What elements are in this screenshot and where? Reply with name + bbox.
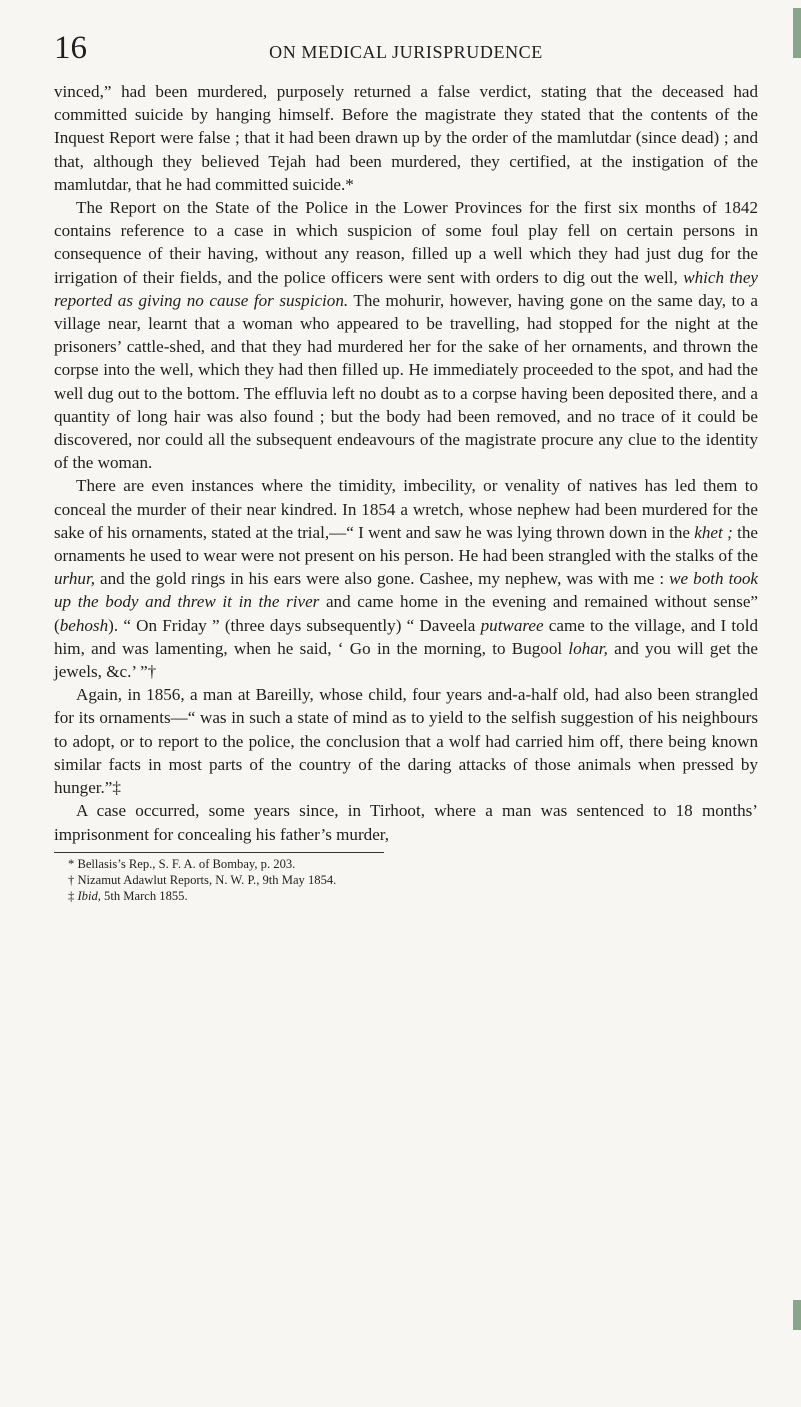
text-run: came to the village, and I told him, and was lamenting, when he said, ‘ Go in the morning, to Bugool [54,615,759,658]
text-run: and came home in the evening and remained without sense” ( [54,592,758,635]
page-edge-mark [793,8,801,58]
italic-text: lohar, [568,638,608,658]
paragraph [54,196,758,474]
text-run: and you will get the jewels, &c.’ ”† [54,638,758,682]
footnote-rule [54,852,384,853]
text-run: † Nizamut Adawlut Reports, N. W. P., 9th May 1854. [68,872,337,887]
page-edge-mark [793,1300,801,1330]
paragraph [54,799,758,845]
footnote [54,888,758,904]
text-run: ). “ On Friday ” (three days subsequently) “ Daveela [108,615,481,635]
footnotes [54,856,758,904]
italic-text: Ibid, [77,888,101,903]
footnote [54,872,758,888]
text-run: * Bellasis’s Rep., S. F. A. of Bombay, p. 203. [68,856,296,871]
paragraph [54,683,758,799]
text-run: The mohurir, however, having gone on the same day, to a village near, learnt that a woman who appeared to be travelling, had stopped for the night at the prisoners’ cattle-shed, and that they had murdered her for the sake of her ornaments, and thrown the corpse into the well, which they had then filled up. He immediately proceeded to the spot, and had the well dug out to the bottom. The effluvia left no doubt as to a corpse having been deposited there, and a quantity of long hair was also found ; but the body had been removed, and no trace of it could be discovered, nor could all the subsequent endeavours of the magistrate procure any clue to the identity of the woman. [54,290,759,473]
paragraph [54,80,758,196]
italic-text: khet ; [694,522,733,542]
text-run: vinced,” had been murdered, purposely returned a false verdict, stating that the deceased had committed suicide by hanging himself. Before the magistrate they stated that the contents of the Inquest Report were false ; that it had been drawn up by the order of the mamlutdar (since dead) ; and that, although they believed Tejah had been murdered, they certified, at the instigation of the mamlutdar, that he had committed suicide.* [54,82,758,194]
text-run: A case occurred, some years since, in Tirhoot, where a man was sentenced to 18 months’ imprisonment for concealing his father’s murder, [54,801,758,844]
text-run: Again, in 1856, a man at Bareilly, whose child, four years and-a-half old, had also been strangled for its ornaments—“ was in such a state of mind as to yield to the selfish suggestion of his neighbours to adopt, or to report to the police, the conclusion that a wolf had carried him off, there being known similar facts in most parts of the country of the daring attacks of those animals when pressed by hunger.”‡ [54,685,758,798]
book-page [54,30,758,904]
footnote [54,856,758,872]
running-head: ON MEDICAL JURISPRUDENCE [269,42,543,62]
italic-text: which they reported as giving no cause for suspicion. [54,267,758,310]
text-run: ‡ [68,888,78,903]
italic-text: putwaree [480,615,544,635]
text-run: There are even instances where the timidity, imbecility, or venality of natives has led them to conceal the murder of their near kindred. In 1854 a wretch, whose nephew had been murdered for the sake of his ornaments, stated at the trial,—“ I went and saw he was lying thrown down in the [54,476,758,542]
paragraph [54,474,758,683]
text-run: and the gold rings in his ears were also gone. Cashee, my nephew, was with me : [95,569,670,589]
italic-text: behosh [59,615,109,635]
text-run: The Report on the State of the Police in the Lower Provinces for the first six months of 1842 contains reference to a case in which suspicion of some foul play fell on certain persons in consequence of their having, without any reason, filled up a well which they had just dug for the irrigation of their fields, and the police officers were sent with orders to dig out the well, [54,198,758,287]
italic-text: urhur, [54,569,96,589]
italic-text: we both took up the body and threw it in the river [54,569,758,612]
page-number: 16 [54,30,87,66]
text-run: 5th March 1855. [100,888,188,903]
text-run: the ornaments he used to wear were not present on his person. He had been strangled with the stalks of the [54,522,758,566]
body-text [54,80,758,846]
page-header [54,30,758,80]
